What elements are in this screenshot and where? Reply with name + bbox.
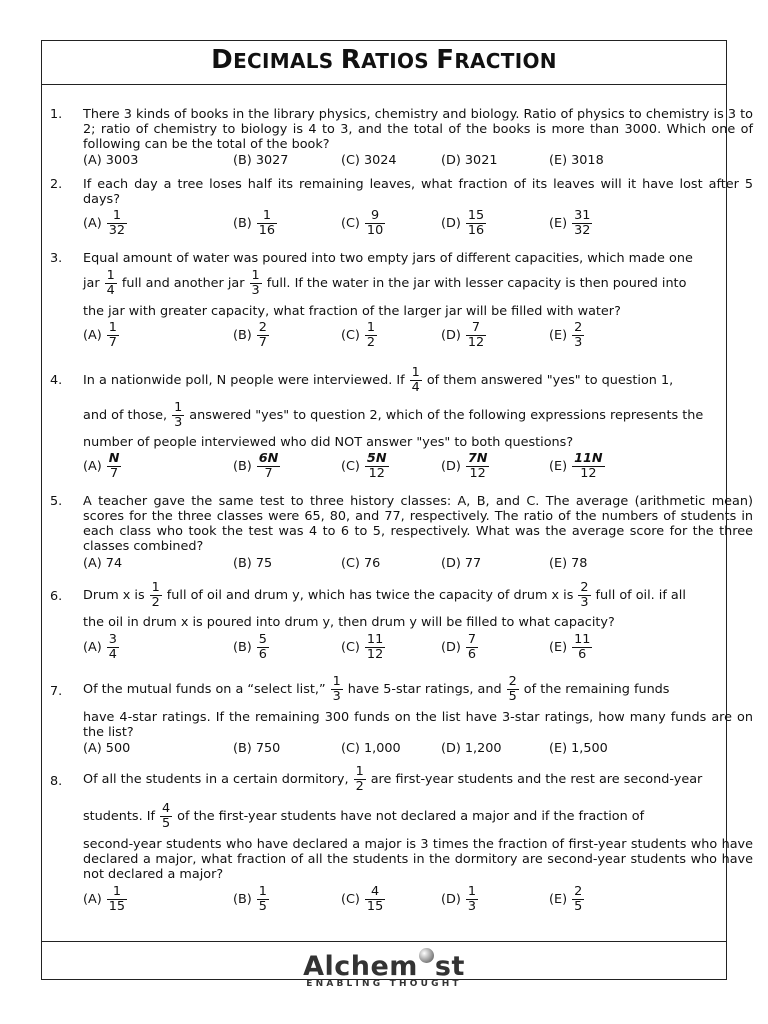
question-text: Drum x is $\frac{1}{2}$ full of oil and drum y, which has twice the capacity of drum x is $\frac{2}{3}$ full of oil. if all [83,580,686,610]
question-text: jar $\frac{1}{4}$ full and another jar $\frac{1}{3}$ full. If the water in the jar with lesser capacity is then poured into [83,268,687,298]
option-c: (C) 3024 [341,153,397,168]
option-a: (A) 74 [83,556,123,571]
question-number: 3. [50,251,63,266]
option-c: (C) $\frac{1}{2}$ [341,320,376,350]
options [83,884,723,914]
logo-wordmark: Alchem st [0,948,768,982]
option-a: (A) $\frac{N}{7}$ [83,451,120,481]
question-number: 6. [50,589,63,604]
question-text: In a nationwide poll, N people were interviewed. If $\frac{1}{4}$ of them answered "yes" to question 1, [83,365,674,395]
option-e: (E) 78 [549,556,588,571]
options [83,320,723,350]
question-text: A teacher gave the same test to three history classes: A, B, and C. The average (arithmetic mean) scores for the three classes were 65, 80, and 77, respectively. The ratio of the numbers of students in each class who took the test was 4 to 6 to 5, respectively. What was the average score for the three classes combined? [83,494,753,554]
option-d: (D) 77 [441,556,482,571]
option-b: (B) $\frac{1}{5}$ [233,884,267,914]
option-c: (C) $\frac{4}{15}$ [341,884,384,914]
option-c: (C) $\frac{11}{12}$ [341,632,384,662]
option-e: (E) 1,500 [549,741,608,756]
question-text: Of the mutual funds on a “select list,” $\frac{1}{3}$ have 5-star ratings, and $\frac{2}{5}$ of the remaining funds [83,674,670,704]
option-b: (B) 75 [233,556,273,571]
option-d: (D) $\frac{15}{16}$ [441,208,485,238]
alchemist-logo [0,948,768,989]
question-text: second-year students who have declared a major is 3 times the fraction of first-year students who have declared a major, what fraction of all the students in the dormitory are second-year students who have not declared a major? [83,837,753,882]
option-a: (A) $\frac{1}{15}$ [83,884,126,914]
option-a: (A) $\frac{1}{7}$ [83,320,117,350]
logo-tagline: ENABLING THOUGHT [306,979,462,989]
options [83,153,723,173]
option-d: (D) 1,200 [441,741,502,756]
question-text: Equal amount of water was poured into two empty jars of different capacities, which made one [83,251,693,266]
option-d: (D) 3021 [441,153,498,168]
question-text: the jar with greater capacity, what fraction of the larger jar will be filled with water? [83,304,621,319]
question-number: 2. [50,177,63,192]
option-b: (B) $\frac{6N}{7}$ [233,451,279,481]
question-number: 4. [50,373,63,388]
option-a: (A) 3003 [83,153,139,168]
options [83,451,723,481]
option-e: (E) $\frac{31}{32}$ [549,208,591,238]
option-d: (D) $\frac{1}{3}$ [441,884,476,914]
option-e: (E) $\frac{2}{3}$ [549,320,583,350]
option-c: (C) $\frac{9}{10}$ [341,208,384,238]
option-a: (A) 500 [83,741,131,756]
option-d: (D) $\frac{7}{12}$ [441,320,485,350]
option-b: (B) 750 [233,741,281,756]
option-e: (E) $\frac{11N}{12}$ [549,451,603,481]
option-e: (E) $\frac{11}{6}$ [549,632,591,662]
question-number: 7. [50,684,63,699]
option-e: (E) $\frac{2}{5}$ [549,884,583,914]
options [83,632,723,662]
options [83,208,723,238]
option-b: (B) $\frac{1}{16}$ [233,208,276,238]
option-c: (C) $\frac{5N}{12}$ [341,451,387,481]
question-number: 8. [50,774,63,789]
option-a: (A) $\frac{3}{4}$ [83,632,117,662]
question-number: 1. [50,107,63,122]
footer-divider [41,941,727,942]
question-text: have 4-star ratings. If the remaining 300 funds on the list have 3-star ratings, how many funds are on the list? [83,710,753,740]
option-a: (A) $\frac{1}{32}$ [83,208,126,238]
sphere-icon [419,948,434,963]
title-divider [41,84,727,85]
options [83,556,723,576]
question-text: Of all the students in a certain dormitory, $\frac{1}{2}$ are first-year students and the rest are second-year [83,764,703,794]
option-b: (B) 3027 [233,153,289,168]
option-c: (C) 76 [341,556,381,571]
question-text: and of those, $\frac{1}{3}$ answered "yes" to question 2, which of the following expressions represents the [83,400,704,430]
page-title: DECIMALS RATIOS FRACTION [211,45,557,75]
option-d: (D) $\frac{7}{6}$ [441,632,476,662]
option-d: (D) $\frac{7N}{12}$ [441,451,488,481]
question-number: 5. [50,494,63,509]
question-text: the oil in drum x is poured into drum y, then drum y will be filled to what capacity? [83,615,615,630]
question-text: If each day a tree loses half its remaining leaves, what fraction of its leaves will it have lost after 5 days? [83,177,753,207]
option-c: (C) 1,000 [341,741,401,756]
options [83,741,723,761]
question-text: students. If $\frac{4}{5}$ of the first-year students have not declared a major and if the fraction of [83,801,645,831]
option-b: (B) $\frac{5}{6}$ [233,632,267,662]
option-b: (B) $\frac{2}{7}$ [233,320,267,350]
question-text: There 3 kinds of books in the library physics, chemistry and biology. Ratio of physics to chemistry is 3 to 2; ratio of chemistry to biology is 4 to 3, and the total of the books is more than 3000. Which one of following can be the total of the book? [83,107,753,152]
option-e: (E) 3018 [549,153,604,168]
question-text: number of people interviewed who did NOT answer "yes" to both questions? [83,435,574,450]
